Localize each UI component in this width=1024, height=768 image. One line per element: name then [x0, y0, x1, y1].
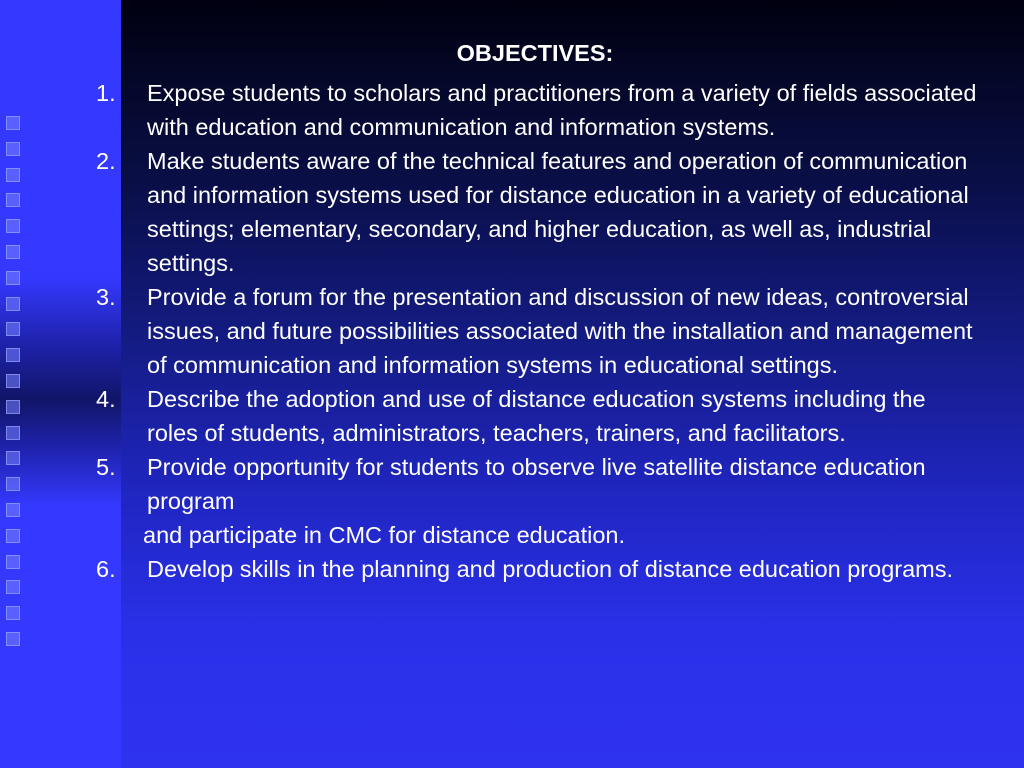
decorative-square [6, 632, 20, 646]
objective-number: 3. [96, 284, 116, 310]
objective-number: 5. [96, 454, 116, 480]
objective-item-6 [0, 552, 977, 586]
decorative-square [6, 606, 20, 620]
objective-text: Provide opportunity for students to observe live satellite distance education program [147, 454, 926, 514]
objective-item-2 [0, 144, 977, 280]
objective-item-1 [0, 76, 977, 144]
slide-title: OBJECTIVES: [456, 40, 614, 66]
objectives-list [0, 76, 1024, 586]
objective-text: Develop skills in the planning and production of distance education programs. [147, 556, 954, 582]
objective-item-5 [0, 450, 977, 518]
objective-item-4 [0, 382, 977, 450]
objective-continuation: and participate in CMC for distance education. [143, 522, 626, 548]
objective-number: 2. [96, 148, 116, 174]
objective-item-3 [0, 280, 977, 382]
objective-number: 1. [96, 80, 116, 106]
objective-number: 4. [96, 386, 116, 412]
objective-text: Make students aware of the technical features and operation of communication and information systems used for distance education in a variety of educational settings; elementary, secondary, and higher education, as well as, industrial settings. [147, 148, 969, 276]
objective-text: Provide a forum for the presentation and discussion of new ideas, controversial issues, and future possibilities associated with the installation and management of communication and information systems in educational settings. [147, 284, 973, 378]
objective-text: Describe the adoption and use of distance education systems including the roles of students, administrators, teachers, trainers, and facilitators. [147, 386, 926, 446]
objective-text: Expose students to scholars and practitioners from a variety of fields associated with education and communication and information systems. [147, 80, 977, 140]
objective-number: 6. [96, 556, 116, 582]
